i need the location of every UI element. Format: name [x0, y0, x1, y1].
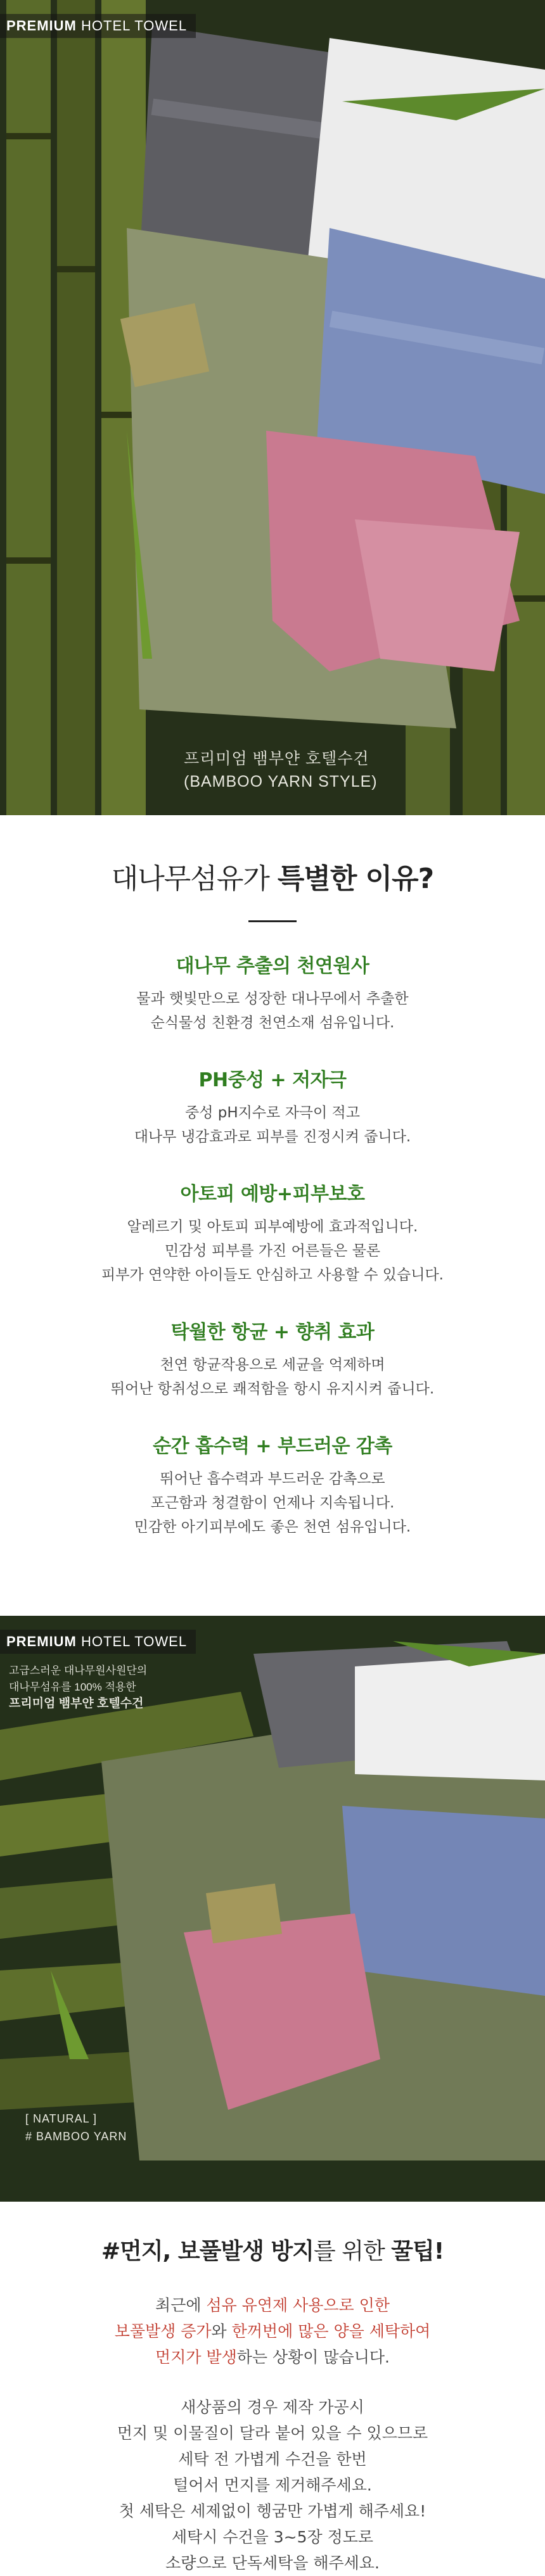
premium-hotel-towel-badge: PREMIUM HOTEL TOWEL — [0, 14, 196, 38]
bamboo-towel-photo — [0, 0, 545, 815]
reason-item-atopy-prevention: 아토피 예방+피부보호 알레르기 및 아토피 피부예방에 효과적입니다. 민감성 피부를 가진 어른들은 물론 피부가 연약한 아이들도 안심하고 사용할 수 있습니다. — [101, 1183, 444, 1283]
tips-paragraph-2: 새상품의 경우 제작 가공시 먼지 및 이물질이 달라 붙어 있을 수 있으므로 세탁 전 가볍게 수건을 한번 털어서 먼지를 제거해주세요. 첫 세탁은 세제없이 헹굼만 가볍게 해주세요! 세탁시 수건을 3~5장 정도로 소량으로 단독세탁을 해주세요. — [117, 2398, 428, 2572]
reason-item-ph-neutral: PH중성 + 저자극 중성 pH지수로 자극이 적고 대나무 냉감효과로 피부를 진정시켜 줍니다. — [134, 1069, 411, 1145]
hero-photo-2 — [0, 1616, 545, 2202]
reason-item-natural-yarn: 대나무 추출의 천연원사 물과 햇빛만으로 성장한 대나무에서 추출한 순식물성 친환경 천연소재 섬유입니다. — [136, 955, 409, 1031]
section-title: 대나무섬유가 특별한 이유? — [111, 863, 434, 895]
hero-caption: 프리미엄 뱀부얀 호텔수건 (BAMBOO YARN STYLE) — [184, 750, 378, 790]
bamboo-fiber-reasons-section — [0, 815, 545, 1616]
hero2-top-caption: 고급스러운 대나무원사원단의 대나무섬유를 100% 적용한 프리미엄 뱀부얀 호텔수건 — [9, 1665, 148, 1710]
hero-photo-1 — [0, 0, 545, 815]
washing-tips-section — [0, 2202, 545, 2572]
premium-hotel-towel-badge: PREMIUM HOTEL TOWEL — [0, 1630, 196, 1654]
title-divider — [248, 920, 297, 922]
hero2-bottom-caption: [ NATURAL ] # BAMBOO YARN — [25, 2112, 127, 2143]
tips-paragraph-1: 최근에 섬유 유연제 사용으로 인한 보풀발생 증가와 한꺼번에 많은 양을 세탁하여 먼지가 발생하는 상황이 많습니다. — [114, 2296, 431, 2366]
tips-title: #먼지, 보풀발생 방지를 위한 꿀팁! — [101, 2238, 444, 2264]
reason-item-antibacterial: 탁월한 항균 + 향취 효과 천연 항균작용으로 세균을 억제하며 뛰어난 항취성으로 쾌적함을 항시 유지시켜 줍니다. — [110, 1321, 435, 1397]
reason-item-absorbency: 순간 흡수력 + 부드러운 감촉 뛰어난 흡수력과 부드러운 감촉으로 포근함과 청결함이 언제나 지속됩니다. 민감한 아기피부에도 좋은 천연 섬유입니다. — [134, 1435, 411, 1535]
